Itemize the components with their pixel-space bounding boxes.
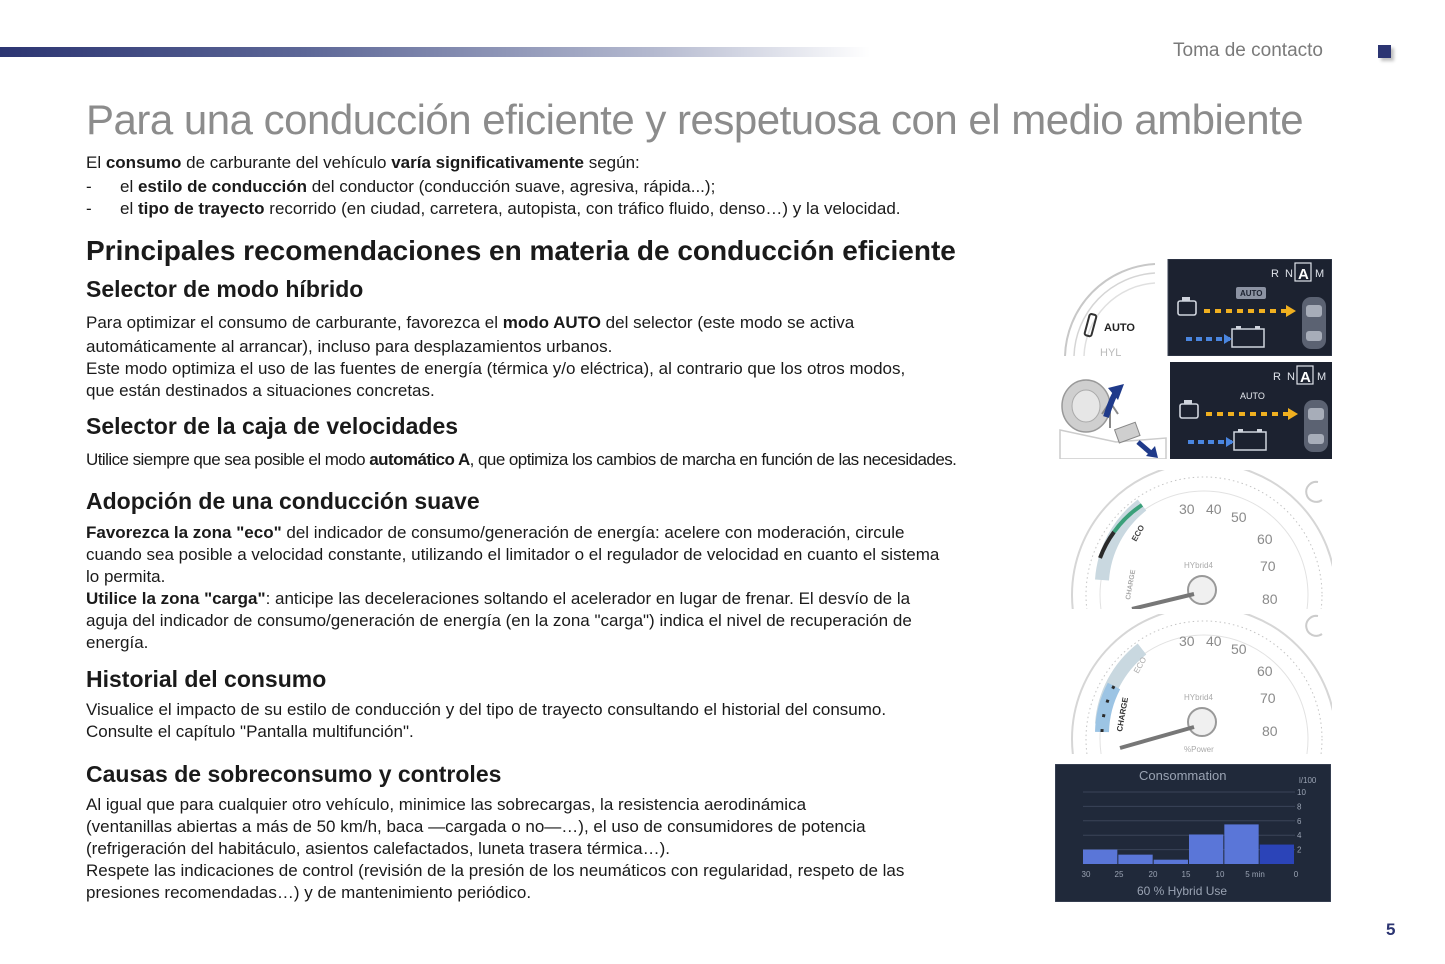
- heading-overconsumption: Causas de sobreconsumo y controles: [86, 761, 502, 787]
- gearbox-illustration: [1056, 362, 1332, 459]
- intro-line: El consumo de carburante del vehículo varía significativamente según:: [86, 153, 640, 172]
- gearbox-display: [1170, 362, 1332, 459]
- gauge-tick-80: 80: [1262, 591, 1278, 607]
- chart-bar: [1154, 860, 1188, 864]
- gauge-brand-label: HYbrid4: [1184, 693, 1213, 702]
- gear-m: M: [1317, 371, 1327, 383]
- gauge-needle: [1120, 727, 1194, 748]
- section-marker-icon: [1378, 45, 1391, 58]
- chart-title: Consommation: [1139, 768, 1227, 783]
- chart-ytick-label: 4: [1297, 831, 1302, 841]
- intro-bullet-1: - el estilo de conducción del conductor (conducción suave, agresiva, rápida...);: [86, 177, 716, 196]
- gauge-tick-70: 70: [1260, 558, 1276, 574]
- heading-smooth-driving: Adopción de una conducción suave: [86, 488, 480, 514]
- history-text-line: Visualice el impacto de su estilo de conducción y del tipo de trayecto consultando el historial del consumo.: [86, 700, 887, 719]
- gear-a: A: [1298, 266, 1309, 283]
- gauge-tick-30: 30: [1179, 501, 1195, 517]
- chart-bar: [1083, 850, 1117, 864]
- gear-r: R: [1273, 371, 1281, 383]
- overconsumption-text-line: presiones recomendadas…) y de mantenimiento periódico.: [86, 883, 532, 902]
- smooth-text-line: cuando sea posible a velocidad constante, utilizando el limitador o el regulador de velocidad en cuanto el sistema: [86, 545, 940, 564]
- overconsumption-text-line: Al igual que para cualquier otro vehículo, minimice las sobrecargas, la resistencia aerodinámica: [86, 795, 807, 814]
- header-gradient-bar: [0, 47, 870, 57]
- hybrid-mode-display: [1168, 259, 1332, 356]
- car-icon: [1304, 400, 1328, 452]
- heading-consumption-history: Historial del consumo: [86, 666, 327, 692]
- gauge-tick-60: 60: [1257, 663, 1273, 679]
- hybrid-mode-illustration: [1060, 259, 1332, 356]
- gauge-charge-illustration: [1056, 614, 1332, 754]
- chart-xtick-label: 0: [1293, 870, 1299, 879]
- chart-xtick-label: 10: [1215, 870, 1225, 879]
- gauge-tick-50: 50: [1231, 641, 1247, 657]
- gear-n: N: [1287, 371, 1295, 383]
- car-icon: [1302, 297, 1326, 349]
- page-number: 5: [1386, 920, 1396, 939]
- gauge-tick-40: 40: [1206, 501, 1222, 517]
- gauge-tick-30: 30: [1179, 633, 1195, 649]
- chart-ytick-label: 8: [1297, 802, 1302, 812]
- heading-gearbox-selector: Selector de la caja de velocidades: [86, 413, 459, 439]
- hybrid-text-line: automáticamente al arrancar), incluso para desplazamientos urbanos.: [86, 337, 613, 356]
- gauge-tick-40: 40: [1206, 633, 1222, 649]
- gauge-tick-50: 50: [1231, 509, 1247, 525]
- gear-m: M: [1315, 268, 1325, 280]
- gauge-eco-illustration: [1056, 470, 1332, 609]
- chart-unit: l/100: [1299, 776, 1317, 785]
- overconsumption-text-line: (refrigeración del habitáculo, asientos calefactados, luneta trasera térmica…).: [86, 839, 670, 858]
- chart-ytick-label: 2: [1297, 845, 1302, 855]
- main-heading: Principales recomendaciones en materia de conducción eficiente: [86, 235, 956, 266]
- gauge-charge-label: CHARGE: [1115, 696, 1130, 733]
- chart-xtick-label: 30: [1081, 870, 1091, 879]
- heading-hybrid-selector: Selector de modo híbrido: [86, 276, 364, 302]
- gearbox-text-line: Utilice siempre que sea posible el modo automático A, que optimiza los cambios de marcha en función de las necesidades.: [86, 450, 957, 469]
- gauge-tick-80: 80: [1262, 723, 1278, 739]
- smooth-text-line: aguja del indicador de consumo/generación de energía (en la zona "carga") indica el nivel de recuperación de: [86, 611, 912, 630]
- display-auto-label: AUTO: [1240, 391, 1265, 401]
- gauge-unit-label: %Power: [1184, 745, 1214, 754]
- gauge-tick-60: 60: [1257, 531, 1273, 547]
- gauge-eco-label: ECO: [1131, 655, 1149, 675]
- hybrid-text-line: Para optimizar el consumo de carburante, favorezca el modo AUTO del selector (este modo se activa: [86, 313, 855, 332]
- chart-bar: [1224, 824, 1258, 864]
- smooth-text-line: lo permita.: [86, 567, 166, 586]
- smooth-text-line: Utilice la zona "carga": anticipe las deceleraciones soltando el acelerador en lugar de frenar. El desvío de la: [86, 589, 911, 608]
- gear-a: A: [1300, 369, 1311, 386]
- gauge-hub: [1188, 708, 1216, 736]
- knob-auto-label: AUTO: [1104, 322, 1135, 334]
- gauge-charge-label: CHARGE: [1125, 569, 1138, 601]
- gauge-needle: [1132, 594, 1194, 609]
- section-label: Toma de contacto: [1173, 40, 1323, 61]
- history-text-line: Consulte el capítulo "Pantalla multifunción".: [86, 722, 414, 741]
- gauge-brand-label: HYbrid4: [1184, 561, 1213, 570]
- overconsumption-text-line: (ventanillas abiertas a más de 50 km/h, baca —cargada o no—…), el uso de consumidores de potencia: [86, 817, 866, 836]
- smooth-text-line: energía.: [86, 633, 149, 652]
- gear-n: N: [1285, 268, 1293, 280]
- chart-xtick-label: 15: [1181, 870, 1191, 879]
- mode-selector-knob: [1065, 264, 1155, 356]
- gauge-tick-70: 70: [1260, 690, 1276, 706]
- chart-bar: [1189, 834, 1223, 864]
- display-auto-label: AUTO: [1240, 289, 1263, 298]
- chart-xtick-label: 5 min: [1245, 870, 1265, 879]
- smooth-text-line: Favorezca la zona "eco" del indicador de consumo/generación de energía: acelere con moderación, circule: [86, 523, 905, 542]
- svg-text:HYL: HYL: [1100, 347, 1122, 356]
- chart-ytick-label: 6: [1297, 816, 1302, 826]
- chart-xtick-label: 20: [1148, 870, 1158, 879]
- intro-bullet-2: - el tipo de trayecto recorrido (en ciudad, carretera, autopista, con tráfico fluido, denso…) y la velocidad.: [86, 199, 901, 218]
- overconsumption-text-line: Respete las indicaciones de control (revisión de la presión de los neumáticos con regularidad, respeto de las: [86, 861, 905, 880]
- chart-footer: 60 % Hybrid Use: [1137, 884, 1228, 898]
- chart-background: [1055, 764, 1331, 902]
- consumption-chart: [1055, 764, 1331, 902]
- page-title: Para una conducción eficiente y respetuosa con el medio ambiente: [86, 96, 1304, 143]
- chart-xtick-label: 25: [1114, 870, 1124, 879]
- arrow-up-icon: [1106, 384, 1124, 417]
- gear-r: R: [1271, 268, 1279, 280]
- chart-ytick-label: 10: [1297, 788, 1306, 797]
- chart-bar: [1260, 845, 1294, 864]
- chart-bar: [1118, 855, 1152, 864]
- hybrid-text-line: que están destinados a situaciones concretas.: [86, 381, 435, 400]
- gauge-hub: [1188, 576, 1216, 604]
- gauge-eco-label: ECO: [1129, 523, 1147, 543]
- hybrid-text-line: Este modo optimiza el uso de las fuentes de energía (térmica y/o eléctrica), al contrario que los otros modos,: [86, 359, 906, 378]
